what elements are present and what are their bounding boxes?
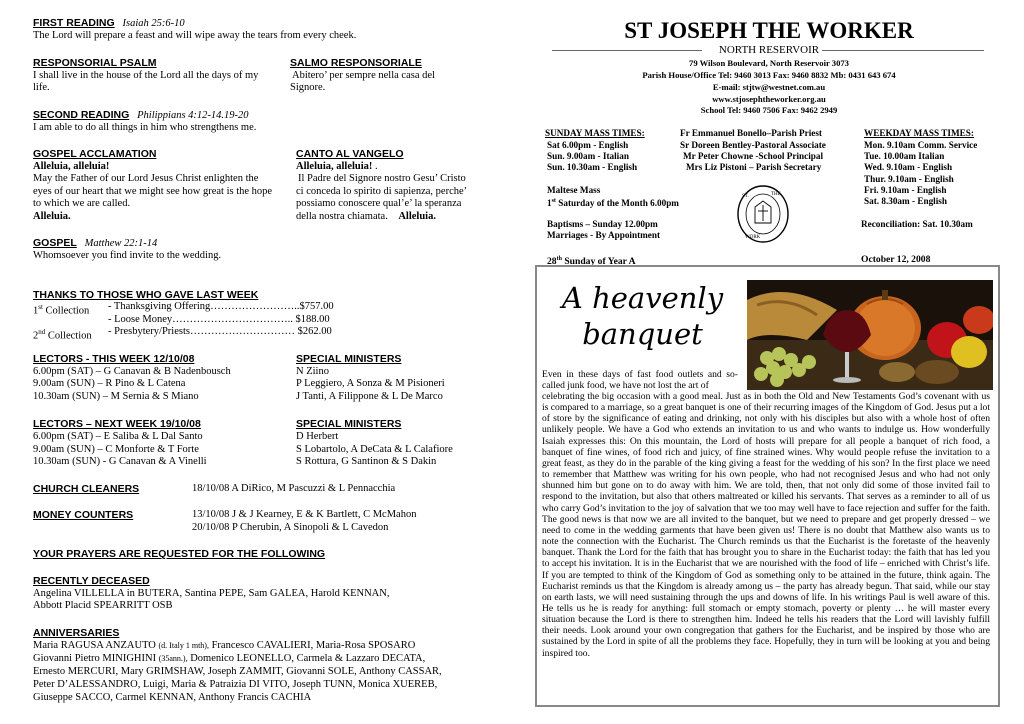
gospel-ref: Matthew 22:1-14 [84, 238, 158, 249]
maltese-mass-time [547, 196, 679, 209]
parish-website: www.stjosephtheworker.org.au [712, 94, 826, 104]
parish-phones: Parish House/Office Tel: 9460 3013 Fax: 9460 8832 Mb: 0431 643 674 [642, 70, 896, 80]
baptisms: Baptisms – Sunday 12.00pm [547, 219, 658, 229]
psalm-line-1: I shall live in the house of the Lord all the days of my [33, 70, 259, 81]
article-title-line-2: banquet [582, 317, 703, 351]
weekday-4: Thur. 9.10am - English [864, 174, 954, 184]
acclamation-line-1: May the Father of our Lord Jesus Christ enlighten the [33, 173, 259, 184]
anniv-rest-2: Domenico LEONELLO, Carmela & Lazzaro DECATA, [187, 653, 426, 664]
first-reading-heading: FIRST READING [33, 17, 115, 29]
thanks-collection-1: Collection [42, 305, 90, 317]
anniversaries-line-4: Peter D’ALESSANDRO, Luigi, Maria & Patraizia DI VITO, Joseph TUNN, Monica XUEREB, [33, 679, 438, 690]
maltese-mass: Maltese Mass [547, 185, 601, 195]
svg-text:WORK: WORK [745, 235, 761, 240]
lectors-next-row-1: 6.00pm (SAT) – E Saliba & L Dal Santo [33, 431, 203, 442]
weekday-3: Wed. 9.10am - English [864, 162, 953, 172]
lectors-next-row-3: 10.30am (SUN) - G Canavan & A Vinelli [33, 456, 207, 467]
canto-end: Alleluia. [398, 211, 436, 222]
canto-alleluia: Alleluia, alleluia! [296, 161, 373, 172]
staff-3: Mr Peter Chowne -School Principal [683, 151, 824, 161]
sunday-label: Sunday of Year A [561, 256, 636, 268]
weekday-5: Fri. 9.10am - English [864, 185, 947, 195]
anniv-note-1: (d. Italy 1 mth), [158, 641, 209, 650]
school-phone: School Tel: 9460 7506 Fax: 9462 2949 [700, 105, 838, 115]
ministers-next-heading: SPECIAL MINISTERS [296, 418, 402, 430]
salmo-line-2: Signore. [290, 82, 326, 93]
thanks-heading: THANKS TO THOSE WHO GAVE LAST WEEK [33, 289, 259, 301]
sunday-num: 28 [547, 256, 557, 268]
canto-line-1: Il Padre del Signore nostro Gesu’ Cristo [298, 173, 466, 184]
thanks-row-3-value: - Presbytery/Priests………………………… $262.00 [108, 326, 332, 337]
article-intro: Even in these days of fast food outlets and so-called junk food, we have not lost the art of [542, 369, 738, 392]
parish-email: E-mail: stjtw@westnet.com.au [712, 82, 826, 92]
cleaners-text: 18/10/08 A DiRico, M Pascuzzi & L Pennacchia [192, 483, 396, 494]
gospel-heading: GOSPEL [33, 237, 77, 249]
ministers-next-row-1: D Herbert [296, 431, 339, 442]
lectors-this-row-3: 10.30am (SUN) – M Sernia & S Miano [33, 391, 199, 402]
gospel-heading-line [33, 237, 157, 250]
lectors-next-heading: LECTORS – NEXT WEEK 19/10/08 [33, 418, 201, 430]
canto-line-4 [296, 211, 436, 223]
acclamation-line-2: eyes of our heart that we might see how great is the hope [33, 186, 273, 197]
canto-heading: CANTO AL VANGELO [296, 148, 404, 160]
first-reading-heading-line [33, 17, 185, 30]
reconciliation: Reconciliation: Sat. 10.30am [861, 219, 973, 229]
anniv-note-2: (35ann.), [158, 654, 188, 663]
svg-text:ST.: ST. [742, 194, 749, 199]
counters-heading: MONEY COUNTERS [33, 509, 134, 521]
counters-line-2: 20/10/08 P Cherubin, A Sinopoli & L Cavedon [192, 522, 389, 533]
canto-alleluia-line [296, 161, 378, 173]
salmo-heading: SALMO RESPONSORIALE [290, 57, 422, 69]
psalm-line-2: life. [33, 82, 50, 93]
maltese-time: Saturday of the Month 6.00pm [555, 198, 679, 209]
counters-line-1: 13/10/08 J & J Kearney, E & K Bartlett, C McMahon [192, 509, 417, 520]
banquet-illustration [747, 280, 993, 390]
first-reading-text: The Lord will prepare a feast and will wipe away the tears from every cheek. [33, 30, 357, 41]
staff-2: Sr Doreen Bentley-Pastoral Associate [680, 140, 826, 150]
second-reading-text: I am able to do all things in him who strengthens me. [33, 122, 257, 133]
sunday-mass-3: Sun. 10.30am - English [547, 162, 638, 172]
deceased-line-2: Abbott Placid SPEARRITT OSB [33, 600, 173, 611]
ministers-next-row-3: S Rottura, G Santinon & S Dakin [296, 456, 437, 467]
psalm-heading: RESPONSORIAL PSALM [33, 57, 157, 69]
ministers-this-heading: SPECIAL MINISTERS [296, 353, 402, 365]
maltese-num: 1 [547, 198, 552, 209]
sunday-mass-2: Sun. 9.00am - Italian [547, 151, 629, 161]
anniv-name-1: Maria RAGUSA ANZAUTO [33, 640, 159, 651]
sunday-mass-1: Sat 6.00pm - English [547, 140, 629, 150]
anniv-name-2: Giovanni Pietro MINIGHINI [33, 653, 159, 664]
deceased-heading: RECENTLY DECEASED [33, 575, 150, 587]
weekday-mass-heading: WEEKDAY MASS TIMES: [864, 128, 974, 138]
staff-4: Mrs Liz Pistoni – Parish Secretary [686, 162, 822, 172]
prayers-heading: YOUR PRAYERS ARE REQUESTED FOR THE FOLLOWING [33, 548, 326, 560]
weekday-1: Mon. 9.10am Comm. Service [864, 140, 978, 150]
banquet-image [747, 280, 993, 390]
lectors-this-row-2: 9.00am (SUN) – R Pino & L Catena [33, 378, 186, 389]
thanks-num-2: 2 [33, 330, 39, 342]
article-title-line-1: A heavenly [561, 281, 724, 315]
second-reading-heading: SECOND READING [33, 109, 130, 121]
anniv-rest-1: Francesco CAVALIERI, Maria-Rosa SPOSARO [208, 640, 416, 651]
lectors-next-row-2: 9.00am (SUN) – C Monforte & T Forte [33, 444, 199, 455]
second-reading-heading-line [33, 109, 249, 122]
weekday-6: Sat. 8.30am - English [864, 196, 947, 206]
parish-address: 79 Wilson Boulevard, North Reservoir 3073 [689, 58, 849, 68]
maltese-sup: st [551, 198, 556, 204]
parish-title: ST JOSEPH THE WORKER [624, 18, 914, 43]
thanks-row-1-value: - Thanksgiving Offering……………………..$757.00 [108, 301, 334, 312]
marriages: Marriages - By Appointment [547, 230, 661, 240]
canto-dot: . [372, 161, 378, 172]
ministers-this-row-2: P Leggiero, A Sonza & M Pisioneri [296, 378, 445, 389]
thanks-row-2-value: - Loose Money…………………………….. $188.00 [108, 314, 330, 325]
canto-line-4-text: della nostra chiamata. [296, 211, 388, 222]
first-reading-ref: Isaiah 25:6-10 [122, 18, 185, 29]
staff-1: Fr Emmanuel Bonello–Parish Priest [680, 128, 822, 138]
parish-suburb: NORTH RESERVOIR [718, 44, 820, 56]
svg-text:THE: THE [771, 192, 781, 197]
lectors-this-heading: LECTORS - THIS WEEK 12/10/08 [33, 353, 195, 365]
thanks-row-1 [33, 301, 89, 318]
acclamation-line-3: to which we are called. [33, 198, 131, 209]
anniversaries-line-1 [33, 640, 415, 652]
parish-seal [735, 183, 791, 245]
ministers-this-row-3: J Tanti, A Filippone & L De Marco [296, 391, 443, 402]
thanks-row-3 [33, 326, 92, 343]
ministers-this-row-1: N Ziino [296, 366, 329, 377]
second-reading-ref: Philippians 4:12-14.19-20 [137, 110, 249, 121]
weekday-2: Tue. 10.00am Italian [864, 151, 945, 161]
gospel-text: Whomsoever you find invite to the wedding. [33, 250, 222, 261]
bulletin-date: October 12, 2008 [861, 254, 931, 265]
deceased-line-1: Angelina VILLELLA in BUTERA, Santina PEPE, Sam GALEA, Harold KENNAN, [33, 588, 390, 599]
seal-icon [735, 183, 791, 245]
thanks-sup-1: st [38, 303, 43, 311]
acclamation-heading: GOSPEL ACCLAMATION [33, 148, 157, 160]
acclamation-end: Alleluia. [33, 211, 71, 222]
canto-line-3: possiamo conoscere qual’e’ la speranza [296, 198, 462, 209]
sunday-mass-heading: SUNDAY MASS TIMES: [545, 128, 645, 138]
article-body: celebrating the big occasion with a good meal. Just as in both the Old and New Testaments God’s covenant with us is compared to a marriage, so a great banquet is one of their recurring images of the Kingdom of God. Jesus put a lot of store by the significance of eating and drinking, not only with his disciples but also with a whole host of often unlikely people. We have a God who extends an invitation to us and who wants to indulge us. How wonderfully Isaiah expresses this: On this mountain, the Lord of hosts will prepare for all people a banquet of rich food, a banquet of fine wines, of food rich and juicy, of fine strained wines. Why would people refuse the invitation to a great feast, as they do in the parable of the king giving a feast for the wedding of his son? In the first place we need to remember that Matthew was writing for his own people, who had not recognised Jesus and who had not only shunned him but gone on to do away with him. We are told, then, that not only did some of those invited fail to respond to the invitation, but also that others maltreated or killed his servants. That serves as a reminder to all of us who carry God’s invitation to the joy of salvation that we too may well have to face rejection and suffer for the faith. The good news is that now we are all invited to the banquet, but we need to prepare and get properly dressed – we need to come in the wedding garments that have been given us! There is no doubt that Matthew also wants us to note the connection with the Eucharist. The Church reminds us that the Eucharist is the foretaste of the heavenly banquet. Thank the Lord for the faith that has brought you to share in the Eucharist today: the faith that has led you to accept his invitation. It is in the Eucharist that we are nourished with the food of life – enriched with Christ’s life. If you are tempted to think of the Kingdom of God as something only to be attained in the future, think again. The Eucharist reminds us that the Kingdom is already among us – the party has already begun. That said, while our stay on earth lasts, we will need sustaining through the ups and downs of life. In his writings Paul is well aware of this. He tells us he is ready for anything: full stomach or empty stomach, poverty or plenty … he will master every situation because the Lord is there to strengthen him. Indeed he tells his readers that the Lord will lavishly fulfill their needs. Look around your own congregation that gathers for the Eucharist, and be inspired by those who are sustained by the Lord in spite of all the problems they face. Hopefully, they in turn will be looking at you and being inspired too. [542, 391, 990, 659]
thanks-num-1: 1 [33, 305, 39, 317]
cleaners-heading: CHURCH CLEANERS [33, 483, 140, 495]
lectors-this-row-1: 6.00pm (SAT) – G Canavan & B Nadenbousch [33, 366, 231, 377]
acclamation-alleluia: Alleluia, alleluia! [33, 161, 110, 172]
anniversaries-line-5: Giuseppe SACCO, Carmel KENNAN, Anthony Francis CACHIA [33, 692, 312, 703]
anniversaries-line-3: Ernesto MERCURI, Mary GRIMSHAW, Joseph ZAMMIT, Giovanni SOLE, Anthony CASSAR, [33, 666, 442, 677]
article-title [540, 280, 745, 352]
canto-line-2: ci conceda lo spirito di sapienza, perche’ [296, 186, 468, 197]
thanks-sup-2: nd [38, 328, 46, 336]
ministers-next-row-2: S Lobartolo, A DeCata & L Calafiore [296, 444, 453, 455]
anniversaries-heading: ANNIVERSARIES [33, 627, 120, 639]
anniversaries-line-2 [33, 653, 425, 665]
sunday-sup: th [556, 256, 562, 262]
salmo-line-1: Abitero’ per sempre nella casa del [292, 70, 435, 81]
thanks-collection-2: Collection [45, 330, 92, 342]
